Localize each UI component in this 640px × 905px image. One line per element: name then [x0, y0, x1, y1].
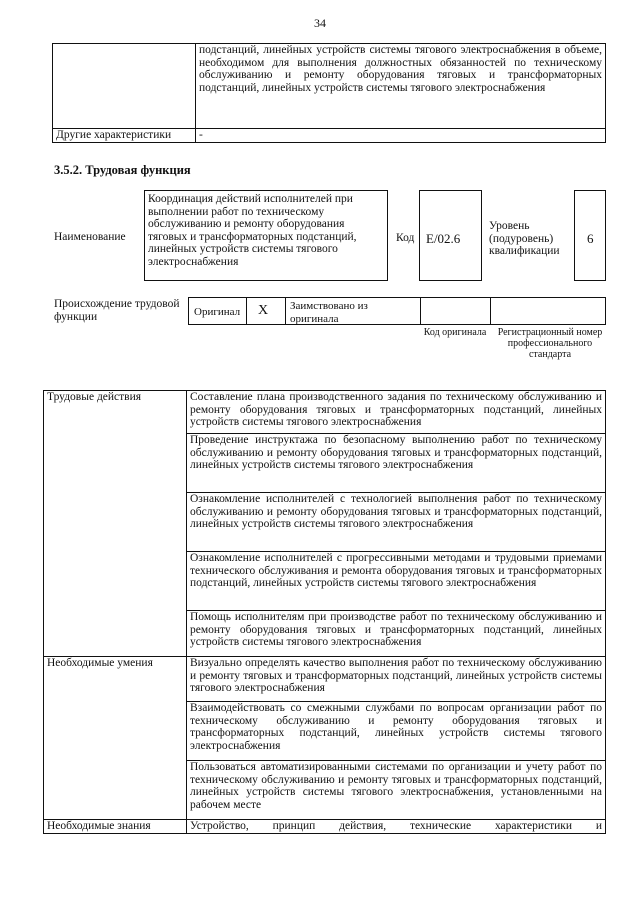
level-label: Уровень (подуровень) квалификации: [489, 220, 560, 257]
table-row: [44, 820, 606, 834]
action-item: Ознакомление исполнителей с технологией выполнения работ по техническому обслуживанию и ремонту оборудования тяговых и трансформаторных подстанций, линейных устройств системы тягового электроснабжения: [187, 493, 606, 552]
knowledge-item: Устройство, принцип действия, технические характеристики и: [187, 820, 606, 834]
original-label: Оригинал: [194, 306, 241, 318]
function-code-box: E/02.6: [419, 190, 482, 281]
table-row: [53, 44, 606, 129]
continued-text-cell: подстанций, линейных устройств системы тягового электроснабжения в объеме, необходимом для выполнения должностных обязанностей по техническому обслуживанию и ремонту оборудования тяговых и трансформаторных подстанций, линейных устройств системы тягового электроснабжения: [196, 44, 606, 129]
reg-number-caption: Регистрационный номер профессионального стандарта: [497, 327, 603, 360]
action-item: Составление плана производственного задания по техническому обслуживанию и ремонту оборудования тяговых и трансформаторных подстанций, линейных устройств системы тягового электроснабжения: [187, 391, 606, 434]
original-mark: X: [258, 303, 269, 318]
skill-item: Визуально определять качество выполнения работ по техническому обслуживанию и ремонту тяговых и трансформаторных подстанций, линейных устройств системы тягового электроснабжения: [187, 657, 606, 702]
action-item: Помощь исполнителям при производстве работ по техническому обслуживанию и ремонту оборудования тяговых и трансформаторных подстанций, линейных устройств системы тягового электроснабжения: [187, 611, 606, 657]
origin-label: Происхождение трудовой функции: [54, 298, 180, 323]
qualification-level-box: 6: [574, 190, 606, 281]
action-item: Ознакомление исполнителей с прогрессивными методами и трудовыми приемами технического обслуживания и ремонта оборудования тяговых и трансформаторных подстанций, линейных устройств системы тягового электроснабжения: [187, 552, 606, 611]
actions-label: Трудовые действия: [44, 391, 187, 657]
skill-item: Взаимодействовать со смежными службами по вопросам организации работ по техническому обслуживанию и ремонту оборудования тяговых и трансформаторных подстанций, линейных устройств системы тягового электроснабжения: [187, 702, 606, 761]
table-row: [44, 391, 606, 434]
labor-function-table: [43, 390, 606, 834]
function-name-box: Координация действий исполнителей при выполнении работ по техническому обслуживанию и ремонту оборудования тяговых и трансформаторных подстанций, линейных устройств системы тягового электроснабжения: [144, 190, 388, 281]
top-characteristics-table: [52, 43, 606, 143]
table-row: [44, 657, 606, 702]
other-characteristics-value: -: [196, 129, 606, 143]
table-row: [53, 129, 606, 143]
knowledge-label: Необходимые знания: [44, 820, 187, 834]
code-caption: Код оригинала: [423, 327, 487, 338]
code-label: Код: [396, 232, 415, 244]
other-characteristics-label: Другие характеристики: [53, 129, 196, 143]
skill-item: Пользоваться автоматизированными системами по организации и учету работ по техническому обслуживанию и ремонту тяговых и трансформаторных подстанций, линейных устройств системы тягового электроснабжения, установленными на рабочем месте: [187, 761, 606, 820]
skills-label: Необходимые умения: [44, 657, 187, 820]
page-number: 34: [314, 16, 326, 30]
borrowed-label: Заимствовано из оригинала: [290, 300, 368, 325]
empty-label-cell: [53, 44, 196, 129]
action-item: Проведение инструктажа по безопасному выполнению работ по техническому обслуживанию и ремонту оборудования тяговых и трансформаторных подстанций, линейных устройств системы тягового электроснабжения: [187, 434, 606, 493]
name-label: Наименование: [54, 231, 126, 243]
section-title: 3.5.2. Трудовая функция: [54, 163, 191, 177]
